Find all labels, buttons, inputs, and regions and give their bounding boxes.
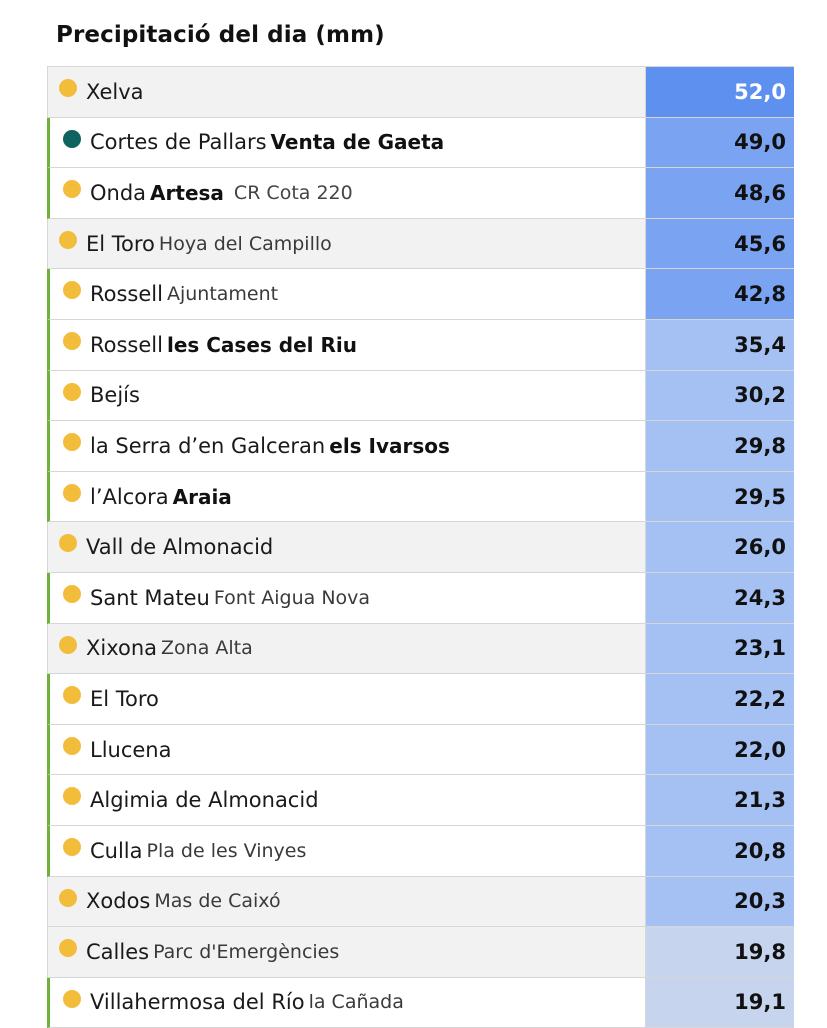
station-subname: Pla de les Vinyes — [146, 839, 307, 862]
station-name-cell — [50, 371, 646, 421]
station-subname: CR Cota 220 — [233, 181, 353, 204]
precipitation-value: 29,8 — [646, 421, 794, 471]
status-dot-icon — [59, 231, 77, 249]
status-dot-icon — [59, 534, 77, 552]
station-place: la Serra d’en Galceran — [90, 433, 326, 458]
station-place: Algimia de Almonacid — [90, 788, 319, 813]
status-dot-icon — [63, 180, 81, 198]
precipitation-value: 45,6 — [646, 219, 794, 269]
station-subname: Mas de Caixó — [154, 890, 281, 913]
table-row[interactable] — [47, 320, 794, 371]
station-subname: Font Aigua Nova — [213, 586, 371, 609]
station-name-cell — [48, 624, 646, 674]
table-row[interactable] — [47, 573, 794, 624]
station-subname: la Cañada — [308, 991, 404, 1014]
station-subname-bold: Araia — [172, 484, 232, 509]
table-row[interactable] — [47, 674, 794, 725]
table-row[interactable] — [47, 978, 794, 1028]
status-dot-icon — [63, 433, 81, 451]
precipitation-value: 19,1 — [646, 978, 794, 1028]
status-dot-icon — [63, 332, 81, 350]
precipitation-value: 42,8 — [646, 269, 794, 319]
precipitation-value: 30,2 — [646, 371, 794, 421]
station-subname-bold: les Cases del Riu — [166, 332, 357, 357]
station-place: El Toro — [90, 686, 159, 711]
station-name-cell — [50, 775, 646, 825]
station-name-cell — [50, 725, 646, 775]
station-subname-bold: els Ivarsos — [329, 433, 450, 458]
station-place: Cortes de Pallars — [90, 130, 267, 155]
precipitation-value: 22,0 — [646, 725, 794, 775]
station-place: Rossell — [90, 332, 163, 357]
table-row[interactable] — [47, 927, 794, 978]
station-place: Villahermosa del Río — [90, 990, 305, 1015]
station-name-cell — [48, 877, 646, 927]
table-row[interactable] — [47, 522, 794, 573]
station-subname: Hoya del Campillo — [158, 232, 332, 255]
station-name-cell — [48, 927, 646, 977]
status-dot-icon — [63, 130, 81, 148]
station-place: Xixona — [86, 636, 158, 661]
status-dot-icon — [63, 484, 81, 502]
table-row[interactable] — [47, 472, 794, 523]
station-subname-bold: Venta de Gaeta — [270, 130, 445, 155]
station-place: Sant Mateu — [90, 585, 210, 610]
station-subname: Ajuntament — [166, 283, 279, 306]
station-place: Xelva — [86, 79, 144, 104]
precipitation-value: 26,0 — [646, 522, 794, 572]
status-dot-icon — [63, 737, 81, 755]
precipitation-value: 29,5 — [646, 472, 794, 522]
precipitation-value: 22,2 — [646, 674, 794, 724]
status-dot-icon — [63, 686, 81, 704]
precipitation-value: 24,3 — [646, 573, 794, 623]
table-row[interactable] — [47, 67, 794, 118]
table-row[interactable] — [47, 725, 794, 776]
station-place: Onda — [90, 180, 147, 205]
station-name-cell — [50, 978, 646, 1028]
station-place: Bejís — [90, 383, 140, 408]
status-dot-icon — [63, 990, 81, 1008]
station-name-cell — [50, 269, 646, 319]
table-row[interactable] — [47, 877, 794, 928]
station-subname: Zona Alta — [161, 637, 253, 660]
station-place: l’Alcora — [90, 484, 169, 509]
table-row[interactable] — [47, 269, 794, 320]
status-dot-icon — [63, 787, 81, 805]
station-name-cell — [50, 573, 646, 623]
status-dot-icon — [63, 281, 81, 299]
table-row[interactable] — [47, 624, 794, 675]
table-row[interactable] — [47, 118, 794, 169]
status-dot-icon — [59, 636, 77, 654]
status-dot-icon — [59, 939, 77, 957]
station-name-cell — [50, 674, 646, 724]
precipitation-value: 49,0 — [646, 118, 794, 168]
status-dot-icon — [63, 383, 81, 401]
station-name-cell — [48, 219, 646, 269]
table-row[interactable] — [47, 219, 794, 270]
station-name-cell — [50, 472, 646, 522]
station-place: Llucena — [90, 737, 172, 762]
status-dot-icon — [63, 585, 81, 603]
status-dot-icon — [59, 889, 77, 907]
table-row[interactable] — [47, 826, 794, 877]
station-place: Calles — [86, 939, 150, 964]
station-place: Rossell — [90, 282, 163, 307]
station-name-cell — [50, 118, 646, 168]
precipitation-value: 20,3 — [646, 877, 794, 927]
precipitation-value: 21,3 — [646, 775, 794, 825]
precipitation-value: 19,8 — [646, 927, 794, 977]
station-subname: Parc d'Emergències — [153, 940, 340, 963]
status-dot-icon — [63, 838, 81, 856]
station-name-cell — [50, 421, 646, 471]
precipitation-value: 20,8 — [646, 826, 794, 876]
station-name-cell — [50, 826, 646, 876]
station-place: Xodos — [86, 889, 151, 914]
table-row[interactable] — [47, 371, 794, 422]
table-row[interactable] — [47, 775, 794, 826]
station-place: Culla — [90, 838, 143, 863]
station-name-cell — [48, 67, 646, 117]
precipitation-value: 52,0 — [646, 67, 794, 117]
station-name-cell — [50, 320, 646, 370]
precipitation-table — [47, 66, 794, 1028]
table-row[interactable] — [47, 421, 794, 472]
station-place: El Toro — [86, 231, 155, 256]
precipitation-value: 23,1 — [646, 624, 794, 674]
precipitation-value: 35,4 — [646, 320, 794, 370]
status-dot-icon — [59, 79, 77, 97]
station-subname-bold: Artesa — [150, 180, 224, 205]
station-name-cell — [48, 522, 646, 572]
station-place: Vall de Almonacid — [86, 535, 274, 560]
table-row[interactable] — [47, 168, 794, 219]
station-name-cell — [50, 168, 646, 218]
page-title: Precipitació del dia (mm) — [56, 22, 385, 48]
precipitation-value: 48,6 — [646, 168, 794, 218]
